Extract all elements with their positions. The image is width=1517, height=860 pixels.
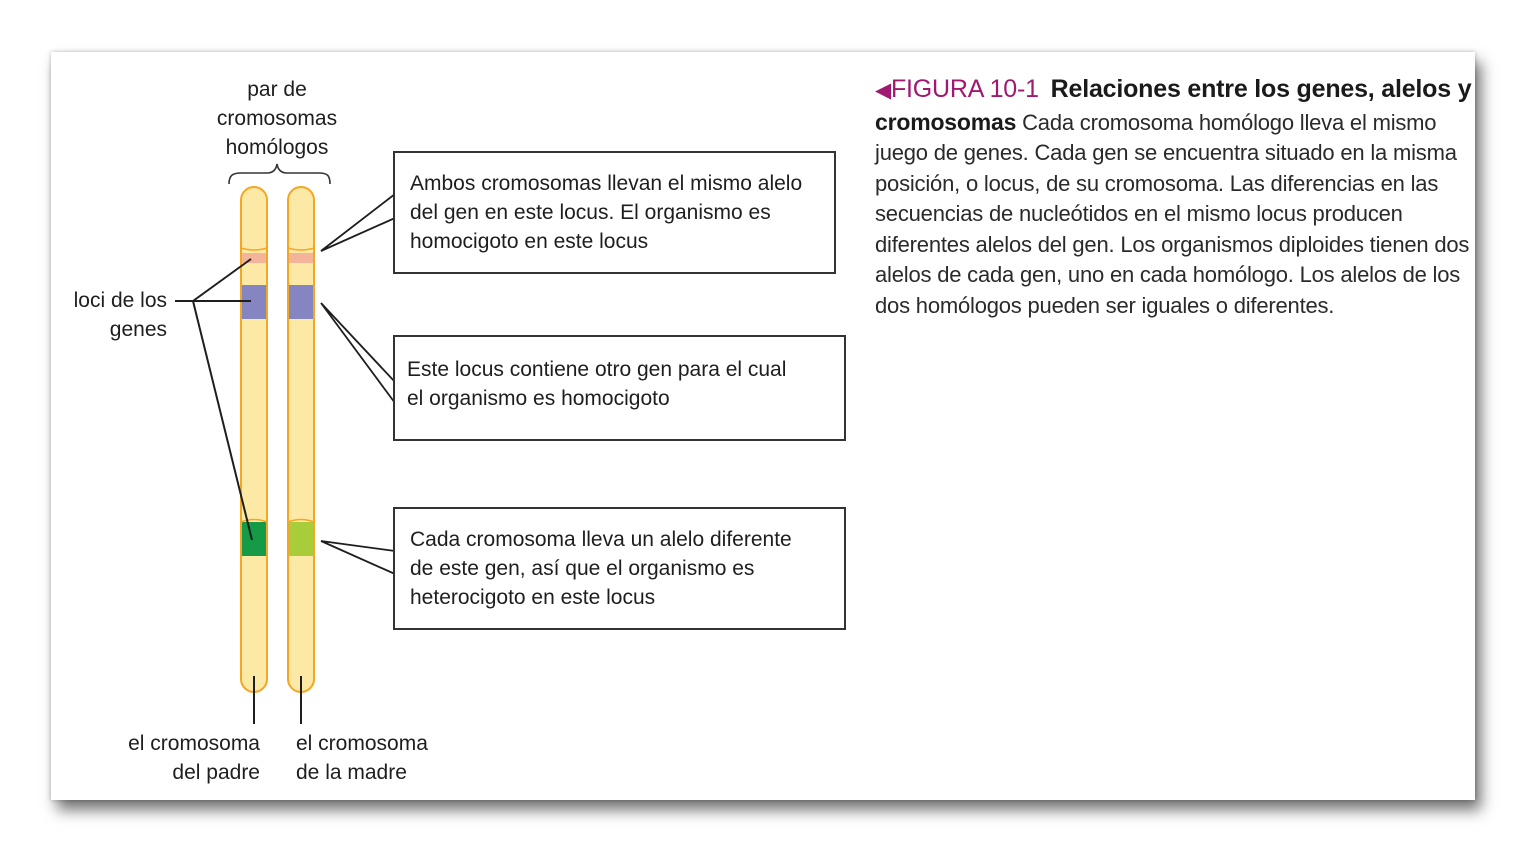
- father-label: [91, 729, 260, 787]
- callout-line: homocigoto en este locus: [410, 230, 649, 253]
- callout-pointer-3: [321, 541, 395, 574]
- father-locus-bottom: [242, 522, 266, 556]
- pair-label-line: cromosomas: [216, 107, 338, 130]
- callout-box-homozygous-1: [393, 151, 836, 274]
- loci-label: [51, 286, 167, 344]
- callout-line: del gen en este locus. El organismo es: [410, 201, 771, 224]
- callout-line: de este gen, así que el organismo es: [410, 557, 755, 580]
- pair-label-line: par de: [247, 78, 307, 101]
- callout-line: heterocigoto en este locus: [410, 586, 656, 609]
- father-label-line: el cromosoma: [128, 732, 260, 755]
- mother-locus-bottom: [289, 522, 313, 556]
- callout-pointer-2: [321, 303, 395, 403]
- callout-pointer-1: [321, 194, 395, 251]
- pair-brace: [229, 164, 330, 184]
- caption-body: Cada cromosoma homólogo lleva el mismo juego de genes. Cada gen se encuentra situado en la misma posición, o locus, de su cromosoma. Las diferencias en las secuencias de nucleótidos en el mismo locus producen diferentes alelos del gen. Los organismos diploides tienen dos alelos de cada gen, uno en cada homólogo. Los alelos de los dos homólogos pueden ser iguales o diferentes.: [875, 109, 1470, 318]
- callout-box-heterozygous: [393, 507, 846, 630]
- callout-line: el organismo es homocigoto: [407, 387, 670, 410]
- loci-label-line: genes: [109, 318, 167, 341]
- mother-locus-middle: [289, 285, 313, 319]
- callout-line: Este locus contiene otro gen para el cual: [407, 358, 787, 381]
- callout-box-homozygous-2: [393, 335, 846, 441]
- pair-label: [177, 75, 377, 162]
- pair-label-line: homólogos: [225, 136, 329, 159]
- father-locus-top: [242, 253, 266, 263]
- mother-locus-top: [289, 253, 313, 263]
- figure-caption: [875, 74, 1475, 321]
- figure-title-cont: cromosomas: [875, 108, 1017, 135]
- figure-title: Relaciones entre los genes, alelos y: [1050, 75, 1472, 103]
- mother-label-line: el cromosoma: [296, 732, 428, 755]
- mother-chromosome: [288, 187, 314, 692]
- mother-label: [296, 729, 428, 787]
- caption-arrow-icon: ◀: [875, 79, 891, 102]
- loci-label-line: loci de los: [73, 289, 167, 312]
- callout-line: Cada cromosoma lleva un alelo diferente: [410, 528, 792, 551]
- father-label-line: del padre: [172, 761, 260, 784]
- figure-number: FIGURA 10-1: [890, 75, 1039, 103]
- mother-label-line: de la madre: [296, 761, 407, 784]
- callout-line: Ambos cromosomas llevan el mismo alelo: [410, 172, 803, 195]
